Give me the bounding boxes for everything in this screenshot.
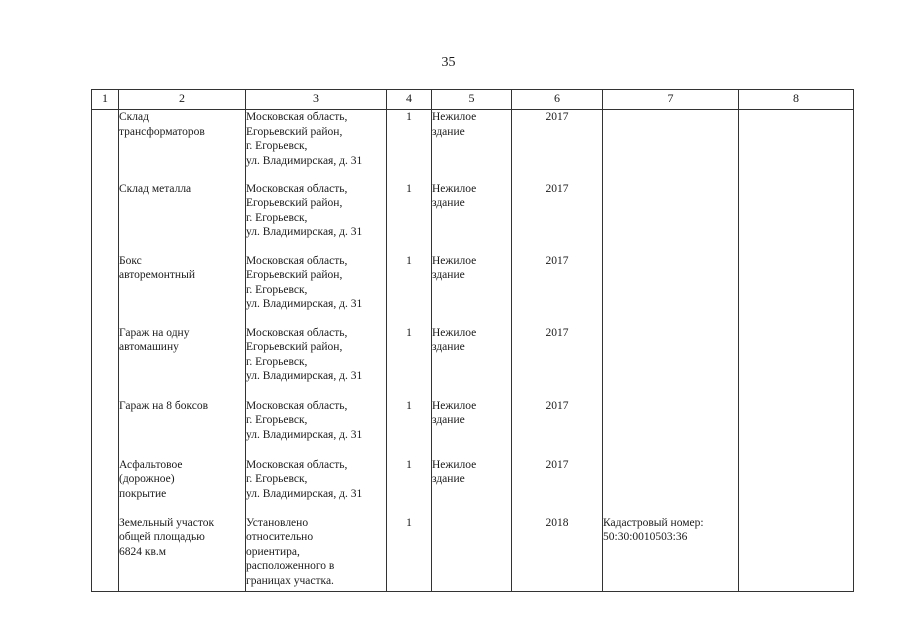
cell-address: Установлено относительно ориентира, расположенного в границах участка. (246, 516, 387, 592)
column-header: 6 (512, 90, 603, 110)
cell-year: 2017 (512, 326, 603, 399)
cell-extra (739, 399, 854, 458)
cell-extra (739, 516, 854, 592)
cell-num (92, 458, 119, 516)
column-header: 7 (603, 90, 739, 110)
cell-num (92, 326, 119, 399)
cell-extra (739, 254, 854, 326)
cell-num (92, 516, 119, 592)
cell-qty: 1 (387, 326, 432, 399)
table-row (92, 326, 854, 399)
cell-note: Кадастровый номер: 50:30:0010503:36 (603, 516, 739, 592)
column-header: 8 (739, 90, 854, 110)
column-header: 3 (246, 90, 387, 110)
cell-num (92, 399, 119, 458)
cell-year: 2018 (512, 516, 603, 592)
cell-num (92, 182, 119, 254)
cell-qty: 1 (387, 110, 432, 182)
cell-type: Нежилое здание (432, 110, 512, 182)
cell-address: Московская область, г. Егорьевск, ул. Владимирская, д. 31 (246, 399, 387, 458)
table-row (92, 182, 854, 254)
cell-address: Московская область, Егорьевский район, г. Егорьевск, ул. Владимирская, д. 31 (246, 254, 387, 326)
cell-type: Нежилое здание (432, 458, 512, 516)
cell-note (603, 254, 739, 326)
table-row (92, 516, 854, 592)
table-row (92, 399, 854, 458)
cell-qty: 1 (387, 254, 432, 326)
cell-address: Московская область, Егорьевский район, г. Егорьевск, ул. Владимирская, д. 31 (246, 182, 387, 254)
cell-note (603, 458, 739, 516)
cell-type: Нежилое здание (432, 326, 512, 399)
cell-name: Земельный участок общей площадью 6824 кв.м (119, 516, 246, 592)
cell-year: 2017 (512, 254, 603, 326)
cell-name: Гараж на одну автомашину (119, 326, 246, 399)
cell-extra (739, 326, 854, 399)
cell-type: Нежилое здание (432, 254, 512, 326)
cell-extra (739, 182, 854, 254)
cell-extra (739, 458, 854, 516)
cell-qty: 1 (387, 516, 432, 592)
cell-type (432, 516, 512, 592)
column-header: 5 (432, 90, 512, 110)
cell-extra (739, 110, 854, 182)
table-row (92, 254, 854, 326)
cell-note (603, 326, 739, 399)
cell-num (92, 110, 119, 182)
cell-name: Асфальтовое (дорожное) покрытие (119, 458, 246, 516)
table-row (92, 110, 854, 182)
page-number: 35 (441, 55, 456, 70)
cell-num (92, 254, 119, 326)
cell-qty: 1 (387, 458, 432, 516)
table-row (92, 458, 854, 516)
cell-note (603, 110, 739, 182)
cell-note (603, 399, 739, 458)
cell-address: Московская область, Егорьевский район, г. Егорьевск, ул. Владимирская, д. 31 (246, 326, 387, 399)
cell-year: 2017 (512, 458, 603, 516)
column-header: 2 (119, 90, 246, 110)
cell-name: Гараж на 8 боксов (119, 399, 246, 458)
cell-type: Нежилое здание (432, 399, 512, 458)
cell-address: Московская область, г. Егорьевск, ул. Владимирская, д. 31 (246, 458, 387, 516)
cell-name: Склад трансформаторов (119, 110, 246, 182)
column-header: 1 (92, 90, 119, 110)
column-header: 4 (387, 90, 432, 110)
cell-year: 2017 (512, 110, 603, 182)
cell-qty: 1 (387, 399, 432, 458)
cell-year: 2017 (512, 182, 603, 254)
cell-name: Бокс авторемонтный (119, 254, 246, 326)
cell-type: Нежилое здание (432, 182, 512, 254)
cell-qty: 1 (387, 182, 432, 254)
cell-year: 2017 (512, 399, 603, 458)
table-header-row (92, 90, 854, 110)
cell-note (603, 182, 739, 254)
property-table (91, 89, 854, 592)
cell-address: Московская область, Егорьевский район, г. Егорьевск, ул. Владимирская, д. 31 (246, 110, 387, 182)
cell-name: Склад металла (119, 182, 246, 254)
